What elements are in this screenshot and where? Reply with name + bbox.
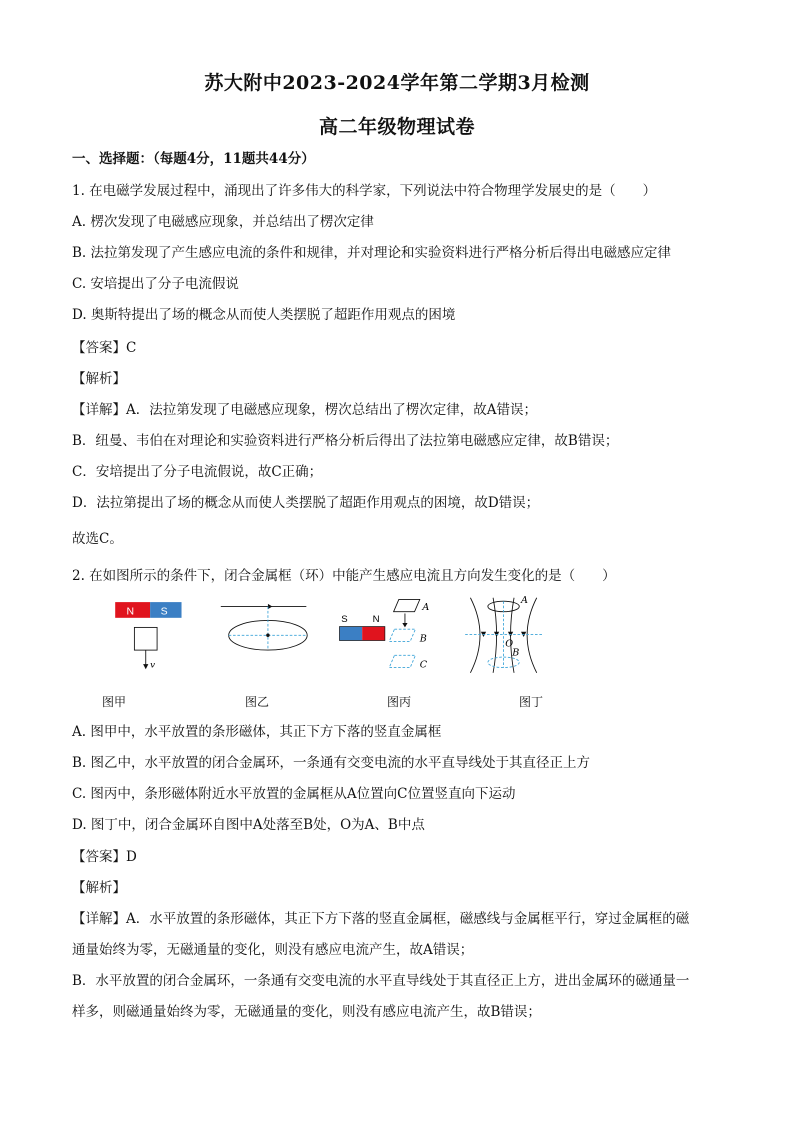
q1-option-b: B. 法拉第发现了产生感应电流的条件和规律，并对理论和实验资料进行严格分析后得出电磁感应定律 <box>72 245 672 261</box>
velocity-label: v <box>150 660 156 671</box>
magnet-n-label: N <box>126 606 135 618</box>
field-line-right-outer <box>527 598 537 673</box>
caption-ding: 图丁 <box>519 695 544 709</box>
q2-stem: 2. 在如图所示的条件下，闭合金属框（环）中能产生感应电流且方向发生变化的是（ ） <box>72 568 616 584</box>
q2-option-a: A. 图甲中，水平放置的条形磁体，其正下方下落的竖直金属框 <box>72 724 442 740</box>
magnet2-s-label: S <box>341 614 348 626</box>
q2-detail-line2: 通量始终为零，无磁通量的变化，则没有感应电流产生，故A错误； <box>72 942 474 958</box>
motion-arrow-icon <box>402 623 407 627</box>
q1-answer: 【答案】C <box>72 340 137 356</box>
q1-option-a: A. 楞次发现了电磁感应现象，并总结出了楞次定律 <box>72 214 374 230</box>
frame-position-c <box>389 655 415 667</box>
figure-bing <box>339 599 429 670</box>
q1-detail-b: B．纽曼、韦伯在对理论和实验资料进行严格分析后得出了法拉第电磁感应定律，故B错误； <box>72 433 619 449</box>
document-subtitle: 高二年级物理试卷 <box>318 116 475 138</box>
q2-analysis-label: 【解析】 <box>72 880 126 896</box>
q1-option-c: C. 安培提出了分子电流假说 <box>72 276 239 292</box>
magnet2-n-label: N <box>372 614 380 626</box>
q2-option-d: D. 图丁中，闭合金属环自图中A处落至B处，O为A、B中点 <box>72 817 425 833</box>
q2-detail-line3: B．水平放置的闭合金属环，一条通有交变电流的水平直导线处于其直径正上方，进出金属环的磁通量一 <box>72 973 690 989</box>
position-a-label: A <box>422 601 430 613</box>
frame-position-b <box>389 629 415 641</box>
q2-figure <box>76 596 596 692</box>
q1-detail-a: 【详解】A．法拉第发现了电磁感应现象，楞次总结出了楞次定律，故A错误； <box>72 402 537 418</box>
q2-option-c: C. 图丙中，条形磁体附近水平放置的金属框从A位置向C位置竖直向下运动 <box>72 786 516 802</box>
magnet2-north-pole <box>362 627 385 641</box>
caption-yi: 图乙 <box>245 695 270 709</box>
ring-center <box>266 634 269 637</box>
frame-position-a <box>394 599 420 611</box>
magnet2-south-pole <box>339 627 362 641</box>
caption-jia: 图甲 <box>102 695 127 709</box>
q2-option-b: B. 图乙中，水平放置的闭合金属环，一条通有交变电流的水平直导线处于其直径正上方 <box>72 755 591 771</box>
ring-b-label: B <box>512 647 520 659</box>
figure-yi <box>221 604 307 650</box>
magnet-s-label: S <box>160 606 168 618</box>
q1-conclusion: 故选C。 <box>72 531 123 547</box>
section-heading: 一、选择题：（每题4分，11题共44分） <box>72 151 315 167</box>
q1-stem: 1. 在电磁学发展过程中，涌现出了许多伟大的科学家，下列说法中符合物理学发展史的是（ ） <box>72 183 657 199</box>
q2-detail-line1: 【详解】A．水平放置的条形磁体，其正下方下落的竖直金属框，磁感线与金属框平行，穿过金属框的磁 <box>72 911 690 927</box>
current-arrow-icon <box>268 604 272 609</box>
ring-o-label: O <box>505 638 514 650</box>
q2-detail-line4: 样多，则磁通量始终为零，无磁通量的变化，则没有感应电流产生，故B错误； <box>72 1004 541 1020</box>
figure-ding <box>465 596 542 673</box>
q1-option-d: D. 奥斯特提出了场的概念从而使人类摆脱了超距作用观点的困境 <box>72 307 456 323</box>
field-line-left-outer <box>470 598 480 673</box>
position-b-label: B <box>419 633 427 645</box>
ring-a-label: A <box>521 596 528 606</box>
caption-bing: 图丙 <box>387 695 412 709</box>
metal-frame <box>134 627 157 650</box>
q1-analysis-label: 【解析】 <box>72 371 126 387</box>
q1-detail-d: D．法拉第提出了场的概念从而使人类摆脱了超距作用观点的困境，故D错误； <box>72 495 540 511</box>
q2-answer: 【答案】D <box>72 849 137 865</box>
arrow-head-icon <box>143 664 148 669</box>
figure-jia <box>115 602 181 670</box>
q1-detail-c: C．安培提出了分子电流假说，故C正确； <box>72 464 323 480</box>
document-title: 苏大附中2023-2024学年第二学期3月检测 <box>204 72 590 94</box>
position-c-label: C <box>419 659 428 671</box>
